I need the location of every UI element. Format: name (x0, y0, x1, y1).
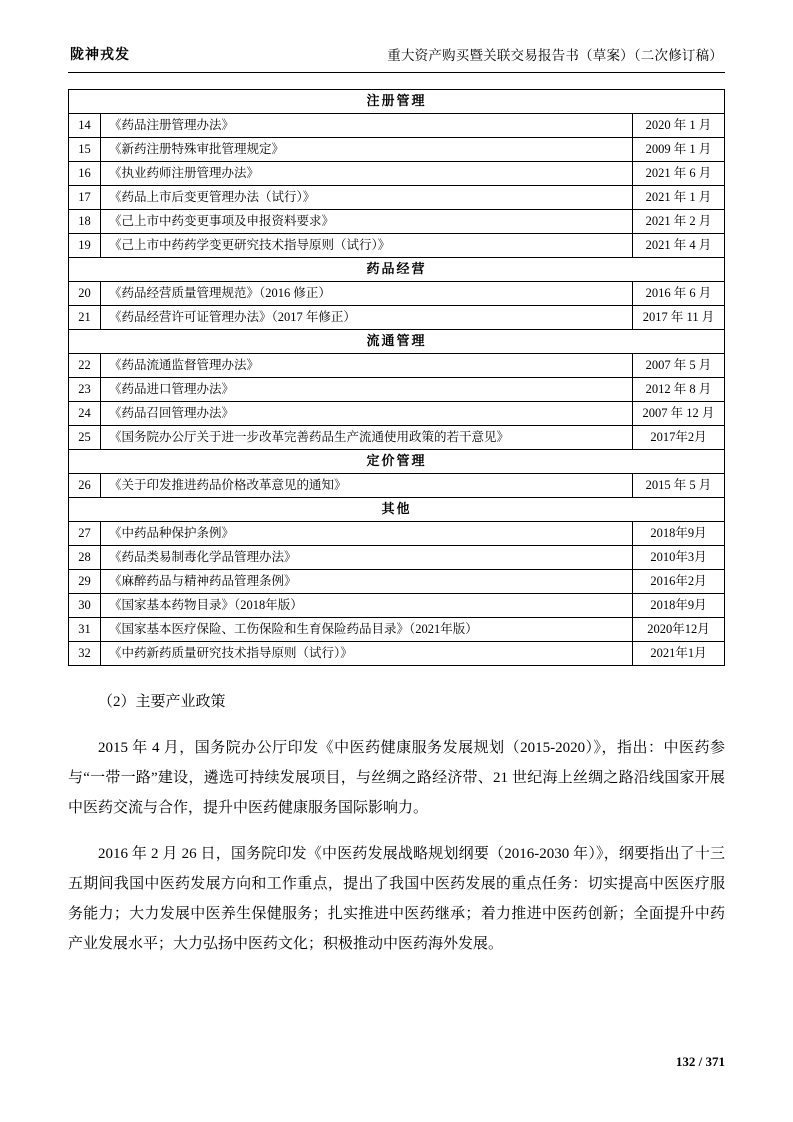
header-company-name: 陇神戎发 (70, 47, 130, 63)
row-number: 22 (69, 354, 101, 378)
row-number: 19 (69, 234, 101, 258)
page-header (68, 44, 725, 70)
table-row (69, 210, 725, 234)
section-title: 其他 (69, 498, 725, 522)
row-date: 2021 年 6 月 (632, 162, 724, 186)
table-row (69, 546, 725, 570)
row-number: 16 (69, 162, 101, 186)
row-name: 《新药注册特殊审批管理规定》 (101, 138, 633, 162)
row-number: 23 (69, 378, 101, 402)
body-paragraph-2: 2016 年 2 月 26 日，国务院印发《中医药发展战略规划纲要（2016-2030 年）》，纲要指出了十三五期间我国中医药发展方向和工作重点，提出了我国中医药发展的重点任务：切实提高中医医疗服务能力；大力发展中医养生保健服务；扎实推进中医药继承；着力推进中医药创新；全面提升中药产业发展水平；大力弘扬中医药文化；积极推动中医药海外发展。 (68, 845, 725, 952)
row-name: 《药品经营许可证管理办法》（2017 年修正） (101, 306, 633, 330)
row-name: 《己上市中药药学变更研究技术指导原则（试行）》 (101, 234, 633, 258)
section-title: 注册管理 (69, 90, 725, 114)
row-name: 《己上市中药变更事项及申报资料要求》 (101, 210, 633, 234)
table-section-header (69, 90, 725, 114)
table-row (69, 162, 725, 186)
row-date: 2016年2月 (632, 570, 724, 594)
row-number: 15 (69, 138, 101, 162)
table-row (69, 618, 725, 642)
row-date: 2015 年 5 月 (632, 474, 724, 498)
row-name: 《药品召回管理办法》 (101, 402, 633, 426)
section-title: 定价管理 (69, 450, 725, 474)
table-row (69, 642, 725, 666)
row-number: 18 (69, 210, 101, 234)
table-row (69, 306, 725, 330)
row-date: 2012 年 8 月 (632, 378, 724, 402)
row-number: 29 (69, 570, 101, 594)
row-number: 20 (69, 282, 101, 306)
row-number: 30 (69, 594, 101, 618)
table-section-header (69, 330, 725, 354)
row-name: 《麻醉药品与精神药品管理条例》 (101, 570, 633, 594)
table-row (69, 522, 725, 546)
row-number: 25 (69, 426, 101, 450)
row-name: 《药品流通监督管理办法》 (101, 354, 633, 378)
row-date: 2017 年 11 月 (632, 306, 724, 330)
row-date: 2021 年 1 月 (632, 186, 724, 210)
row-name: 《中药新药质量研究技术指导原则（试行）》 (101, 642, 633, 666)
row-name: 《药品经营质量管理规范》（2016 修正） (101, 282, 633, 306)
section-title: 流通管理 (69, 330, 725, 354)
table-row (69, 114, 725, 138)
row-number: 17 (69, 186, 101, 210)
row-number: 28 (69, 546, 101, 570)
table-row (69, 234, 725, 258)
table-row (69, 378, 725, 402)
row-date: 2016 年 6 月 (632, 282, 724, 306)
row-date: 2021 年 2 月 (632, 210, 724, 234)
row-number: 14 (69, 114, 101, 138)
row-date: 2017年2月 (632, 426, 724, 450)
row-number: 26 (69, 474, 101, 498)
row-name: 《药品注册管理办法》 (101, 114, 633, 138)
row-number: 27 (69, 522, 101, 546)
table-section-header (69, 258, 725, 282)
header-document-title: 重大资产购买暨关联交易报告书（草案）（二次修订稿） (387, 48, 723, 63)
row-number: 24 (69, 402, 101, 426)
row-name: 《药品上市后变更管理办法（试行）》 (101, 186, 633, 210)
section-title: 药品经营 (69, 258, 725, 282)
row-date: 2009 年 1 月 (632, 138, 724, 162)
row-number: 31 (69, 618, 101, 642)
row-date: 2021年1月 (632, 642, 724, 666)
table-row (69, 474, 725, 498)
row-date: 2020 年 1 月 (632, 114, 724, 138)
row-name: 《药品进口管理办法》 (101, 378, 633, 402)
row-date: 2010年3月 (632, 546, 724, 570)
table-row (69, 402, 725, 426)
row-date: 2007 年 5 月 (632, 354, 724, 378)
table-row (69, 594, 725, 618)
page-number: 132 / 371 (675, 1054, 725, 1069)
row-date: 2018年9月 (632, 594, 724, 618)
row-name: 《药品类易制毒化学品管理办法》 (101, 546, 633, 570)
row-date: 2007 年 12 月 (632, 402, 724, 426)
table-row (69, 186, 725, 210)
table-section-header (69, 498, 725, 522)
body-paragraph-1: 2015 年 4 月，国务院办公厅印发《中医药健康服务发展规划（2015-2020）》，指出：中医药参与“一带一路”建设，遴选可持续发展项目，与丝绸之路经济带、21 世纪海上丝绸之路沿线国家开展中医药交流与合作，提升中医药健康服务国际影响力。 (68, 739, 725, 816)
row-name: 《国务院办公厅关于进一步改革完善药品生产流通使用政策的若干意见》 (101, 426, 633, 450)
section-subheading: （2）主要产业政策 (98, 694, 226, 710)
regulations-table (68, 89, 725, 666)
table-row (69, 426, 725, 450)
table-row (69, 354, 725, 378)
table-row (69, 570, 725, 594)
row-name: 《执业药师注册管理办法》 (101, 162, 633, 186)
row-date: 2020年12月 (632, 618, 724, 642)
table-section-header (69, 450, 725, 474)
row-name: 《关于印发推进药品价格改革意见的通知》 (101, 474, 633, 498)
row-name: 《国家基本药物目录》（2018年版） (101, 594, 633, 618)
row-number: 21 (69, 306, 101, 330)
row-date: 2021 年 4 月 (632, 234, 724, 258)
header-divider (68, 72, 725, 73)
row-name: 《中药品种保护条例》 (101, 522, 633, 546)
row-number: 32 (69, 642, 101, 666)
row-date: 2018年9月 (632, 522, 724, 546)
table-row (69, 282, 725, 306)
row-name: 《国家基本医疗保险、工伤保险和生育保险药品目录》（2021年版） (101, 618, 633, 642)
table-row (69, 138, 725, 162)
